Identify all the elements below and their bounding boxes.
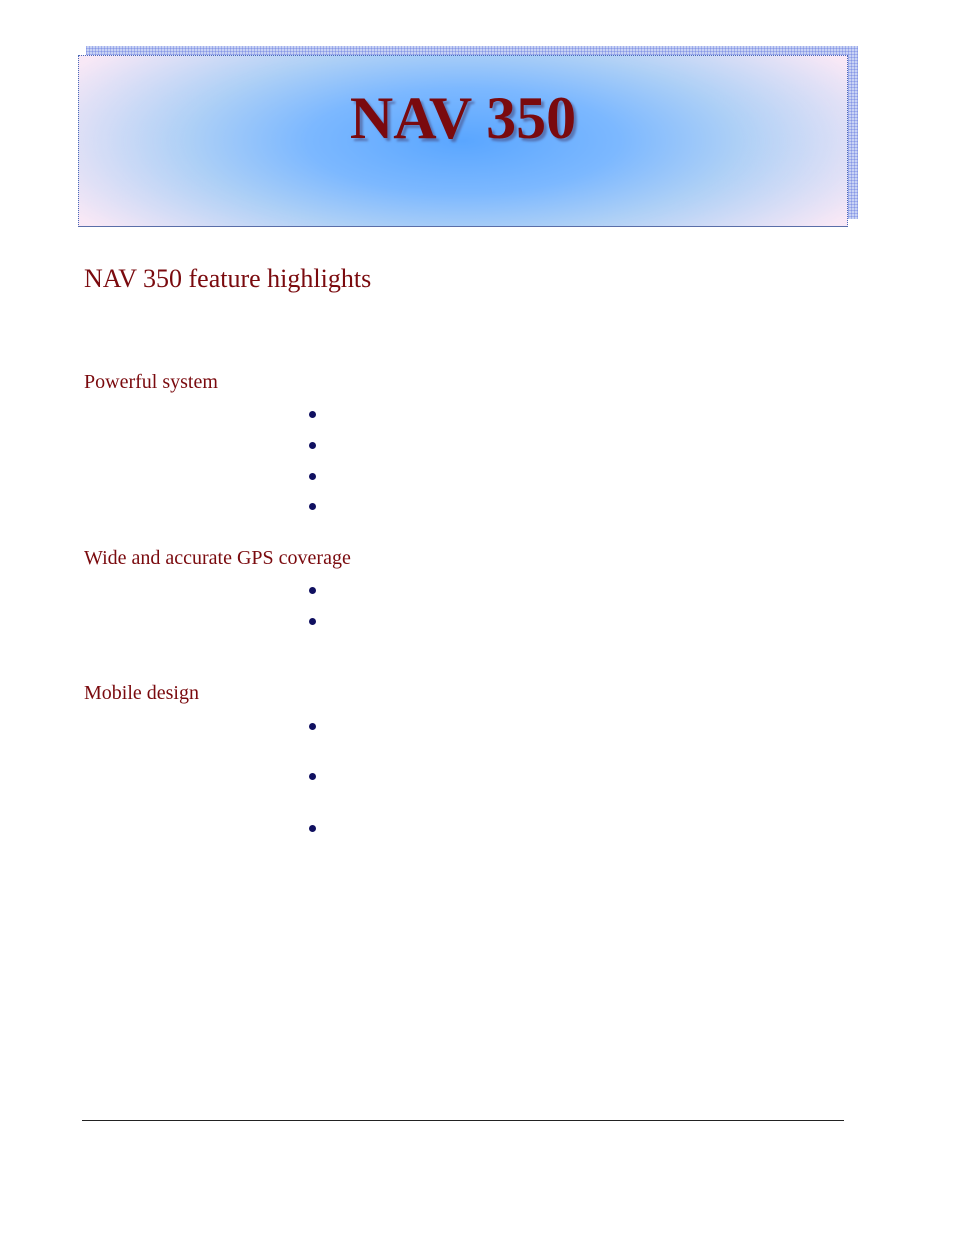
subheading-powerful-system: Powerful system [84,371,218,393]
bullet-point [309,442,316,449]
footer-divider [82,1120,844,1121]
bullet-point [309,473,316,480]
bullet-point [309,411,316,418]
bullet-point [309,825,316,832]
subheading-gps-coverage: Wide and accurate GPS coverage [84,547,351,569]
page-heading: NAV 350 feature highlights [84,264,372,293]
banner-title: NAV 350 [349,85,577,151]
bullet-point [309,587,316,594]
bullet-point [309,503,316,510]
subheading-mobile-design: Mobile design [84,682,199,704]
bullet-point [309,723,316,730]
title-banner [78,55,848,227]
bullet-point [309,773,316,780]
bullet-point [309,618,316,625]
